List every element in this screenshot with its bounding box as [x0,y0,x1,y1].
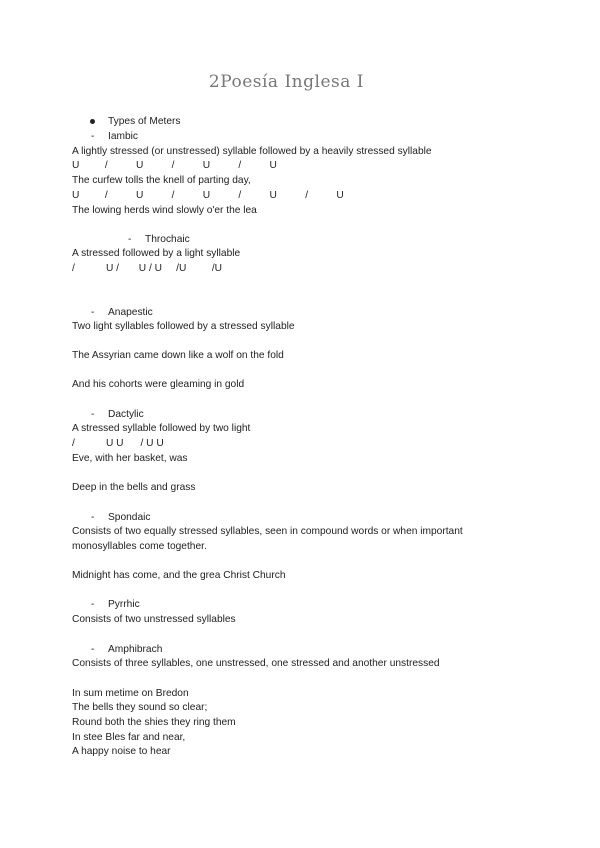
heading-dactylic: Dactylic [108,409,144,420]
anapestic-description: Two light syllables followed by a stressed syllable [72,321,295,332]
heading-spondaic: Spondaic [108,512,151,523]
dash-trochaic: - [128,234,132,245]
dash-pyrrhic: - [91,599,95,610]
iambic-description: A lightly stressed (or unstressed) syllable followed by a heavily stressed syllable [72,146,432,157]
poem-line: In stee Bles far and near, [72,732,186,743]
page-title: 2Poesía Inglesa I [208,72,364,92]
poem-line: In sum metime on Bredon [72,688,189,699]
iambic-line-2: The lowing herds wind slowly o'er the lea [72,205,257,216]
heading-anapestic: Anapestic [108,307,153,318]
iambic-meter-2: U / U / U / U / U [72,190,344,201]
dash-amphibrach: - [91,644,95,655]
spondaic-description-1: Consists of two equally stressed syllables, seen in compound words or when important [72,526,463,537]
trochaic-meter-1: / U / U / U /U /U [72,263,223,274]
dactylic-line-2: Deep in the bells and grass [72,482,196,493]
spondaic-line-1: Midnight has come, and the grea Christ Church [72,570,286,581]
dash-anapestic: - [91,307,95,318]
heading-types: Types of Meters [108,116,181,127]
dash-dactylic: - [91,409,95,420]
anapestic-line-1: The Assyrian came down like a wolf on the fold [72,350,284,361]
dactylic-description: A stressed syllable followed by two light [72,423,251,434]
heading-amphibrach: Amphibrach [108,644,163,655]
pyrrhic-description: Consists of two unstressed syllables [72,614,236,625]
poem-line: The bells they sound so clear; [72,702,208,713]
spondaic-description-2: monosyllables come together. [72,541,207,552]
heading-iambic: Iambic [108,131,139,142]
trochaic-description: A stressed followed by a light syllable [72,248,241,259]
poem-line: Round both the shies they ring them [72,717,236,728]
heading-pyrrhic: Pyrrhic [108,599,140,610]
amphibrach-description: Consists of three syllables, one unstressed, one stressed and another unstressed [72,658,440,669]
anapestic-line-2: And his cohorts were gleaming in gold [72,379,245,390]
iambic-line-1: The curfew tolls the knell of parting day, [72,175,251,186]
bullet-icon [90,115,95,128]
dash-iambic: - [91,131,95,142]
dash-spondaic: - [91,512,95,523]
dactylic-meter-1: / U U / U U [72,438,164,449]
iambic-meter-1: U / U / U / U [72,160,277,171]
dactylic-line-1: Eve, with her basket, was [72,453,188,464]
poem-line: A happy noise to hear [72,746,171,757]
heading-trochaic: Throchaic [145,234,190,245]
